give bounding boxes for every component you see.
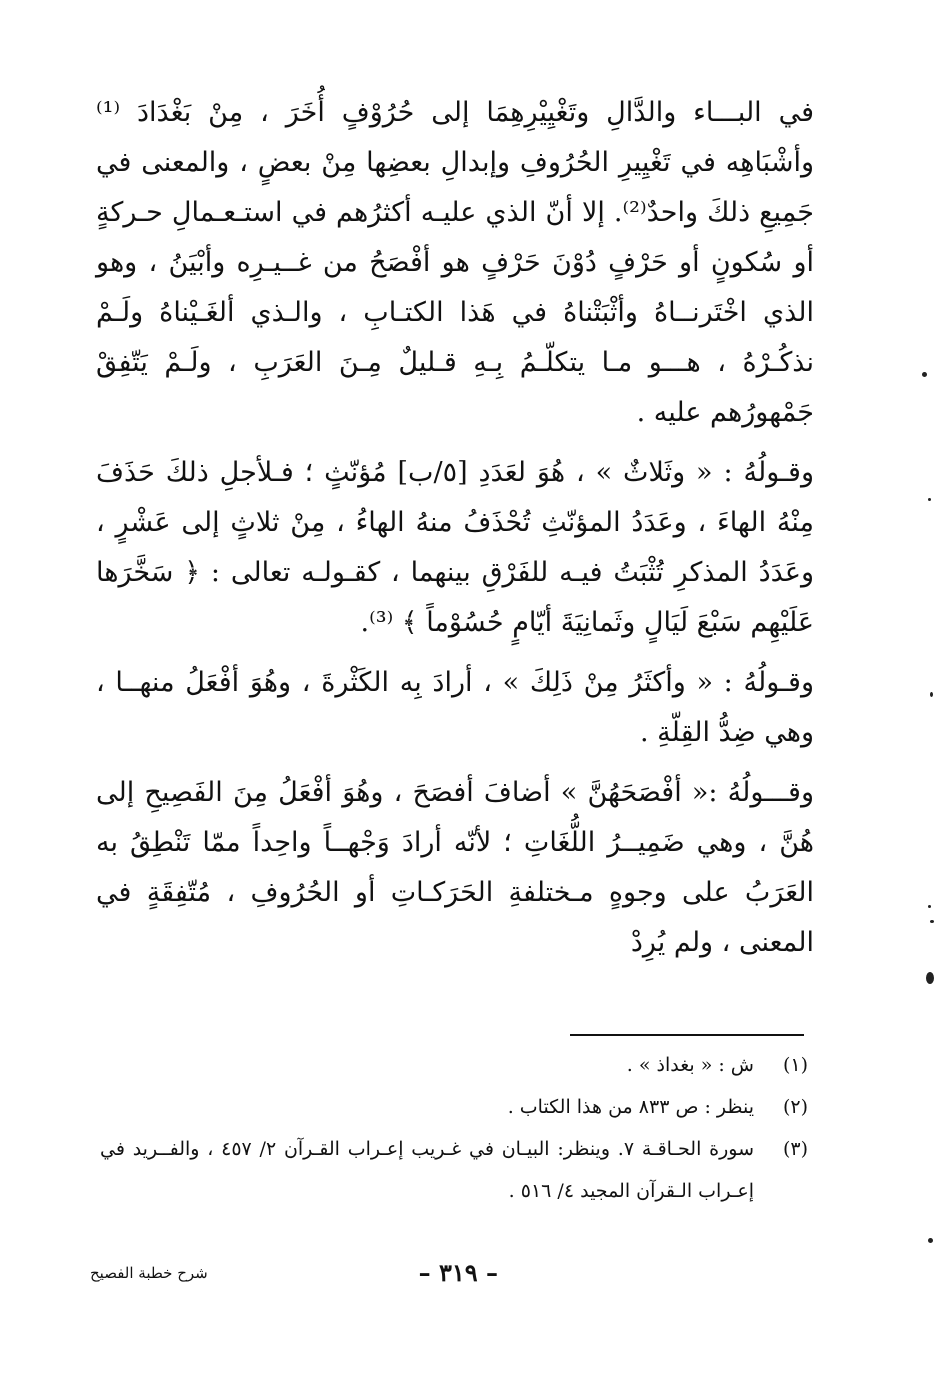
footnote-number: (٢) <box>782 1096 808 1118</box>
footnote-text: ش : « بغداذ » . <box>626 1054 754 1076</box>
footnotes <box>100 1044 808 1212</box>
footnote-number: (١) <box>782 1054 808 1076</box>
paragraph-1: في البـــاء والدَّالِ وتَغْيِيْرِهِمَا إلى حُرُوْفٍ أُخَرَ ، مِنْ بَغْدَادَ ⁽¹⁾ وأشْبَاهِه في تَغْيِيرِ الحُرُوفِ وإبدالِ بعضِها مِنْ بعضٍ ، والمعنى في جَمِيعِ ذلكَ واحدٌ⁽²⁾. إلا أنّ الذي عليـه أكثرُهم في استـعـمالِ حـركةٍ أو سُكونٍ أو حَرْفٍ دُوْنَ حَرْفٍ هو أفْصَحُ من غــيـرِه وأبْيَنُ ، وهو الذي اخْتَرنــاهُ وأثْبَتْناهُ في هَذا الكتـابِ ، والـذي ألغَـيْناهُ ولَـمْ نذكُـرْهُ ، هـــو مـا يتكلّـمُ بِـهِ قـليلٌ مِـنَ العَرَبِ ، ولَـمْ يَتّفِقْ جَمْهورُهم عليه . <box>96 97 815 428</box>
scan-speck <box>930 920 934 923</box>
paragraph-3: وقـولُهُ : « وأكثَرُ مِنْ ذَلِكَ » ، أرادَ بِه الكَثْرةَ ، وهُوَ أفْعَلُ منهــا ، وهي ضِدُّ القِلّةِ . <box>96 667 814 748</box>
footnote-text: سورة الحـاقـة ٧. وينظر: البيـان في غـريب إعـراب القـرآن ٢/ ٤٥٧ ، والفــريد في إعـراب الـقرآن المجيد ٤/ ٥١٦ . <box>100 1138 755 1202</box>
footnote-number: (٣) <box>782 1138 808 1160</box>
page-number: – ٣١٩ – <box>418 1258 498 1287</box>
scan-speck <box>928 498 931 501</box>
footnote-3 <box>100 1128 808 1212</box>
page-footer <box>90 1258 808 1298</box>
scan-speck <box>922 372 927 377</box>
main-text <box>96 88 814 968</box>
footnote-text: ينظر : ص ٨٣٣ من هذا الكتاب . <box>507 1096 754 1118</box>
paragraph-4: وقـــولُهُ :« أفْصَحَهُنَّ » أضافَ أفصَحَ ، وهُوَ أفْعَلُ مِنَ الفَصِيحِ إلى هُنَّ ، وهي ضَمِيــرُ اللُّغَاتِ ؛ لأنّه أرادَ وَجْهــاً واحِداً ممّا تَنْطِقُ به العَرَبُ على وجوهٍ مـختلفةِ الحَرَكـاتِ أو الحُرُوفِ ، مُتّفِقَةٍ في المعنى ، ولم يُرِدْ <box>96 777 814 958</box>
footnote-2 <box>100 1086 808 1128</box>
footnote-separator <box>570 1034 804 1036</box>
scan-speck <box>926 972 934 984</box>
scan-speck <box>928 905 931 908</box>
paragraph-2: وقـولُهُ : « وثَلاثٌ » ، هُوَ لعَدَدِ [٥/ب] مُؤنّثٍ ؛ فـلأجلِ ذلكَ حَذَفَ مِنْهُ الهاءَ ، وعَدَدُ المؤنّثِ تُحْذَفُ منهُ الهاءُ ، مِنْ ثلاثٍ إلى عَشْرٍ ، وعَدَدُ المذكرِ تُثْبَتُ فيـه للفَرْقِ بينهما ، كقـولـه تعالى : ﴿ سَخَّرَها عَلَيْهِم سَبْعَ لَيَالٍ وثَمانِيَةَ أيّامٍ حُسُوْماً ﴾ ⁽³⁾. <box>96 457 814 638</box>
scan-speck <box>928 1238 933 1243</box>
scan-speck <box>930 692 933 697</box>
running-title: شرح خطبة الفصيح <box>90 1264 208 1282</box>
footnote-1 <box>100 1044 808 1086</box>
